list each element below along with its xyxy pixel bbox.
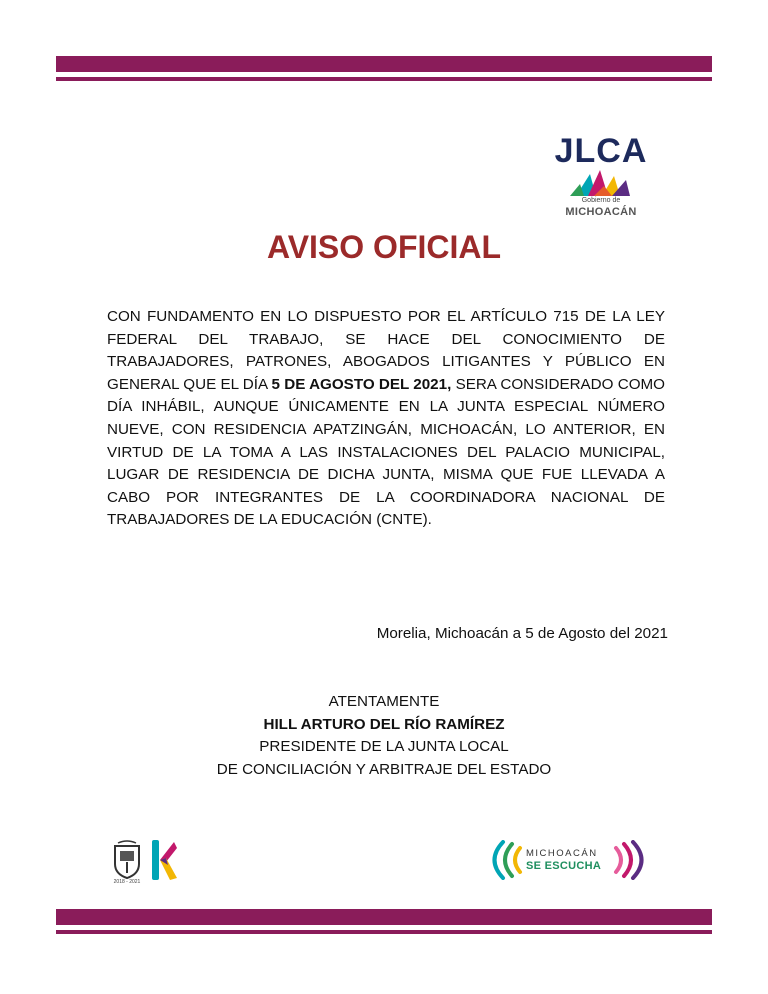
sound-waves-right-icon [612, 840, 648, 880]
campaign-line1: MICHOACÁN [526, 848, 598, 859]
signature-closing: ATENTAMENTE [328, 693, 440, 710]
signature-name: HILL ARTURO DEL RÍO RAMÍREZ [263, 715, 505, 733]
place-date: Morelia, Michoacán a 5 de Agosto del 2021 [376, 625, 668, 642]
k-logo-icon [150, 838, 178, 882]
signature-block [0, 691, 768, 781]
notice-body-date: 5 DE AGOSTO DEL 2021, [271, 375, 452, 393]
notice-body-part2: SERA CONSIDERADO COMO DÍA INHÁBIL, AUNQUE ÚNICAMENTE EN LA JUNTA ESPECIAL NÚMERO NUEVE, CON RESIDENCIA APATZINGÁN, MICHOACÁN, LO ANTERIOR, EN VIRTUD DE LA TOMA A LAS INSTALACIONES DEL PALACIO MUNICIPAL, LUGAR DE RESIDENCIA DE DICHA JUNTA, MISMA QUE FUE LLEVADA A CABO POR INTEGRANTES DE LA COORDINADORA NACIONAL DE TRABAJADORES DE LA EDUCACIÓN (CNTE). [107, 375, 665, 529]
bottom-band-thick [56, 909, 712, 925]
jlca-logo-state: MICHOACÁN [565, 206, 637, 218]
footer-right-logo [488, 838, 658, 884]
campaign-line2: SE ESCUCHA [526, 860, 602, 872]
bottom-band-thin [56, 930, 712, 934]
notice-body [107, 306, 665, 532]
jlca-logo-text: JLCA [554, 132, 648, 170]
page-title: AVISO OFICIAL [266, 229, 502, 265]
footer-left-logos [108, 834, 178, 888]
signature-position-line1: PRESIDENTE DE LA JUNTA LOCAL [259, 738, 509, 756]
jlca-logo-subtitle: Gobierno de [581, 197, 621, 204]
top-band-thick [56, 56, 712, 72]
sound-waves-left-icon [488, 840, 524, 880]
signature-position-line2: DE CONCILIACIÓN Y ARBITRAJE DEL ESTADO [216, 760, 552, 778]
notice-body-part1: CON FUNDAMENTO EN LO DISPUESTO POR EL ARTÍCULO 715 DE LA LEY FEDERAL DEL TRABAJO, SE HACE DEL CONOCIMIENTO DE TRABAJADORES, PATRONES, ABOGADOS LITIGANTES Y PÚBLICO EN GENERAL QUE EL DÍA [107, 308, 665, 393]
jlca-star-icon [566, 168, 636, 198]
jlca-logo [546, 133, 656, 221]
top-band-thin [56, 77, 712, 81]
seal-years: 2018 - 2021 [113, 879, 141, 885]
state-seal-icon [112, 840, 142, 880]
